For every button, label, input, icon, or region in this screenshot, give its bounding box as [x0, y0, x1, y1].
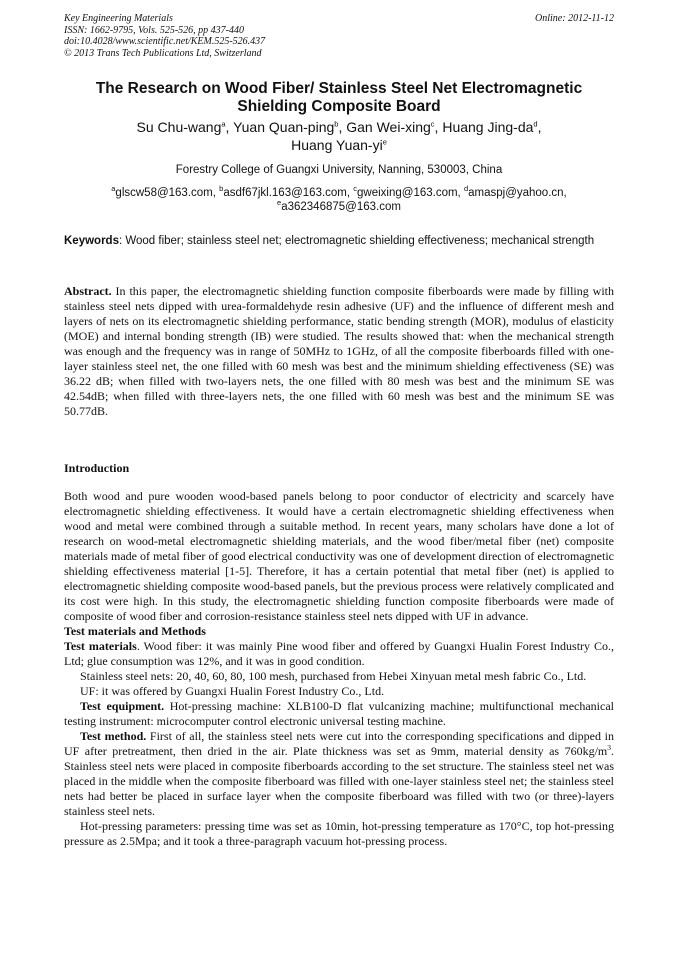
test-method-paragraph: Test method. First of all, the stainless steel nets were cut into the corresponding specifications and dipped in UF after pretreatment, then dried in the air. Plate thickness was set as 9mm, material density as $760kg/m^3$. Stainless steel nets were placed in composite fiberboards according to the set structure. The stainless steel net was placed in the middle when the composite fiberboard was filled with one-layer stainless steel net; the stainless steel nets had better be placed in surface layer when the composite fiberboard was filled with two (or three)-layers stainless steel nets.	[64, 729, 615, 818]
online-date: Online: 2012-11-12	[535, 13, 614, 24]
email: $^d$amaspj@yahoo.cn,	[463, 184, 567, 199]
author: Gan Wei-xing$^c$,	[346, 119, 443, 135]
body-text	[64, 461, 614, 849]
doi-line: doi:10.4028/www.scientific.net/KEM.525-526.437	[64, 36, 266, 47]
test-equipment-paragraph: Test equipment. Hot-pressing machine: XLB100-D flat vulcanizing machine; multifunctional mechanical testing instrument: microcomputer control electronic universal testing machine.	[64, 699, 614, 728]
abstract-label: Abstract.	[64, 284, 112, 298]
hot-pressing-paragraph: Hot-pressing parameters: pressing time was set as 10min, hot-pressing temperature as 170°C, top hot-pressing pressure as 2.5Mpa; and it took a three-paragraph vacuum hot-pressing process.	[64, 819, 614, 848]
journal-name: Key Engineering Materials	[64, 13, 173, 24]
title-line-2: Shielding Composite Board	[237, 98, 441, 115]
author: Huang Yuan-$yi^e$	[291, 137, 387, 153]
stainless-steel-nets-paragraph: Stainless steel nets: 20, 40, 60, 80, 100 mesh, purchased from Hebei Xinyuan metal mesh fabric Co., Ltd.	[80, 669, 587, 683]
affiliation: Forestry College of Guangxi University, Nanning, 530003, China	[175, 164, 503, 176]
issn-line: ISSN: 1662-9795, Vols. 525-526, pp 437-440	[64, 24, 244, 36]
abstract	[64, 284, 614, 419]
author: Yuan Quan-ping$^b$,	[233, 119, 347, 135]
uf-paragraph: UF: it was offered by Guangxi Hualin Forest Industry Co., Ltd.	[80, 684, 385, 698]
title-line-1: The Research on Wood Fiber/ Stainless Steel Net Electromagnetic	[95, 80, 583, 97]
section-heading-methods: Test materials and Methods	[64, 624, 206, 638]
journal-header	[64, 13, 614, 59]
copyright-line: © 2013 Trans Tech Publications Ltd, Switzerland	[64, 47, 262, 59]
email: $^b$asdf67jkl.163@163.com,	[219, 184, 354, 199]
author: Huang Jing-$da^d$,	[442, 119, 542, 135]
email: $^e$a362346875@163.com	[277, 198, 401, 213]
section-heading-introduction: Introduction	[64, 461, 130, 475]
test-materials-paragraph: Test materials. Wood fiber: it was mainly Pine wood fiber and offered by Guangxi Hualin Forest Industry Co., Ltd; glue consumption was 12%, and it was in good condition.	[64, 639, 614, 668]
email-list	[64, 186, 614, 214]
email: $^a$glscw58@163.com,	[111, 184, 220, 199]
author: Su Chu-wang$^a$,	[136, 119, 234, 135]
paper-title	[64, 80, 614, 116]
keywords-label: Keywords	[64, 235, 119, 247]
keywords	[64, 235, 614, 249]
keywords-text: : Wood fiber; stainless steel net; electromagnetic shielding effectiveness; mechanical strength	[118, 235, 595, 247]
abstract-text: In this paper, the electromagnetic shielding function composite fiberboards were made by filling with stainless steel nets dipped with urea-formaldehyde resin adhesive (UF) and the influence of different mesh and layers of nets on its electromagnetic shielding performance, static bending strength (MOR), modulus of elasticity (MOE) and internal bonding strength (IB) were studied. The results showed that: when the mechanical strength was enough and the frequency was in range of 50MHz to 1GHz, of all the composite fiberboards filled with one-layer stainless steel net, the one filled with 60 mesh was best and the minimum shielding effectiveness (SE) was 36.22 dB; when filled with two-layers nets, the one filled with 80 mesh was best and the minimum SE was 42.54dB; when filled with three-layers nets, the one filled with 60 mesh was best and the minimum SE was 50.77dB.	[64, 284, 614, 418]
email: $^c$gweixing@163.com,	[353, 184, 464, 199]
author-list	[64, 118, 614, 154]
introduction-paragraph: Both wood and pure wooden wood-based panels belong to poor conductor of electricity and scarcely have electromagnetic shielding effectiveness. It would have a certain electromagnetic shielding effectiveness when wood and metal were combined through a suitable method. In recent years, many scholars have done a lot of research on wood-metal electromagnetic shielding materials, and the wood fiber/metal fiber (net) composite materials made of metal fiber of good electrical conductivity was one of development direction of electromagnetic shielding effectiveness material [1-5]. Therefore, it has a certain potential that metal fiber (net) is applied to electromagnetic shielding composite wood-based panels, but the previous process were relatively complicated and its cost were high. In this study, the electromagnetic shielding function composite fiberboards were made of composite of wood fiber and corrosion-resistance stainless steel nets dipped with UF in advance.	[64, 489, 614, 623]
